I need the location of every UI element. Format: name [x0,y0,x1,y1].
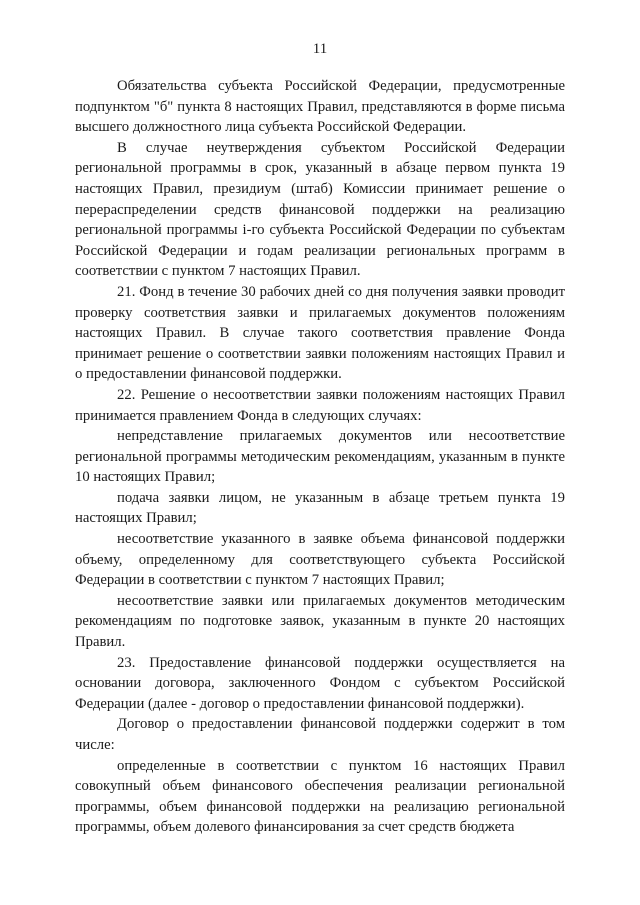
paragraph-case-volume-mismatch: несоответствие указанного в заявке объема финансовой поддержки объему, определенному для соответствующего субъекта Российской Федерации в соответствии с пунктом 7 настоящих Правил; [75,531,565,589]
paragraph-case-unauthorized-person: подача заявки лицом, не указанным в абзаце третьем пункта 19 настоящих Правил; [75,489,565,527]
paragraph-non-approval: В случае неутверждения субъектом Российской Федерации региональной программы в срок, указанный в абзаце первом пункта 19 настоящих Правил, президиум (штаб) Комиссии принимает решение о перераспределении средств финансовой поддержки на реализацию региональной программы i-го субъекта Российской Федерации по субъектам Российской Федерации и годам реализации региональных программ в соответствии с пунктом 7 настоящих Правил. [75,139,565,280]
paragraph-clause-23: 23. Предоставление финансовой поддержки осуществляется на основании договора, заключенного Фондом с субъектом Российской Федерации (далее - договор о предоставлении финансовой поддержки). [75,654,565,712]
document-body [75,76,565,838]
paragraph-case-recommendations-mismatch: несоответствие заявки или прилагаемых документов методическим рекомендациям по подготовке заявок, указанным в пункте 20 настоящих Правил. [75,592,565,651]
paragraph-agreement-contents: Договор о предоставлении финансовой поддержки содержит в том числе: [75,716,565,753]
paragraph-clause-22: 22. Решение о несоответствии заявки положениям настоящих Правил принимается правлением Фонда в следующих случаях: [75,386,565,424]
paragraph-clause-21: 21. Фонд в течение 30 рабочих дней со дня получения заявки проводит проверку соответствия заявки и прилагаемых документов положениям настоящих Правил. В случае такого соответствия правление Фонда принимает решение о соответствии заявки положениям настоящих Правил и о предоставлении финансовой поддержки. [75,283,565,383]
paragraph-case-missing-documents: непредставление прилагаемых документов или несоответствие региональной программы методическим рекомендациям, указанным в пункте 10 настоящих Правил; [75,428,565,486]
paragraph-obligations: Обязательства субъекта Российской Федерации, предусмотренные подпунктом "б" пункта 8 настоящих Правил, представляются в форме письма высшего должностного лица субъекта Российской Федерации. [75,78,565,136]
page-number: 11 [312,41,328,57]
paragraph-agreement-volumes: определенные в соответствии с пунктом 16 настоящих Правил совокупный объем финансового обеспечения реализации региональной программы, объем финансовой поддержки на реализацию региональной программы, объем долевого финансирования за счет средств бюджета [75,757,565,836]
